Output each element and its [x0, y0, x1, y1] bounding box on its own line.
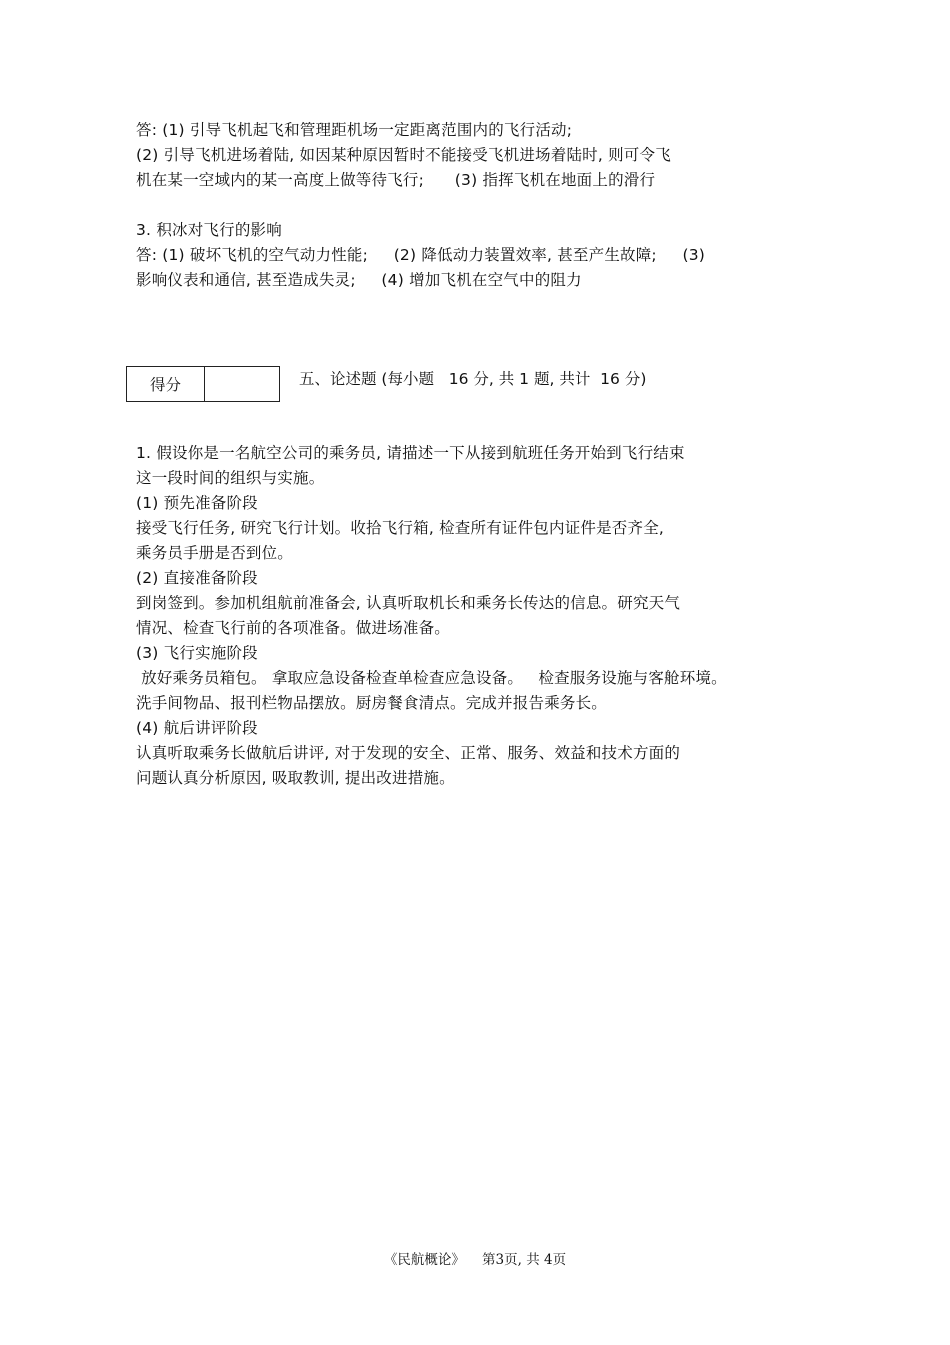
answer2-line1: 答: (1) 引导飞机起飞和管理距机场一定距离范围内的飞行活动;	[136, 121, 573, 139]
question3-answer-line2: 影响仪表和通信, 甚至造成失灵; (4) 增加飞机在空气中的阻力	[136, 271, 582, 289]
answer2-line2: (2) 引导飞机进场着陆, 如因某种原因暂时不能接受飞机进场着陆时, 则可令飞	[136, 146, 671, 164]
question3-answer-line1: 答: (1) 破坏飞机的空气动力性能; (2) 降低动力装置效率, 甚至产生故障; (3)	[136, 246, 706, 264]
score-label: 得分	[127, 367, 205, 401]
question3-title: 3. 积冰对飞行的影响	[136, 221, 282, 239]
section5-title: 五、论述题 (每小题 16 分, 共 1 题, 共计 16 分)	[299, 370, 647, 388]
score-box	[126, 366, 280, 402]
score-value	[205, 367, 279, 401]
stage2-line1: 到岗签到。参加机组航前准备会, 认真听取机长和乘务长传达的信息。研究天气	[136, 594, 681, 612]
stage3-line2: 洗手间物品、报刊栏物品摆放。厨房餐食清点。完成并报告乘务长。	[136, 694, 608, 712]
answer2-line3: 机在某一空域内的某一高度上做等待飞行; (3) 指挥飞机在地面上的滑行	[136, 171, 656, 189]
stage2-title: (2) 直接准备阶段	[136, 569, 258, 587]
stage1-line1: 接受飞行任务, 研究飞行计划。收拾飞行箱, 检查所有证件包内证件是否齐全,	[136, 519, 665, 537]
essay-question-line2: 这一段时间的组织与实施。	[136, 469, 325, 487]
page-footer: 《民航概论》 第3页, 共 4页	[383, 1252, 567, 1268]
stage2-line2: 情况、检查飞行前的各项准备。做进场准备。	[136, 619, 451, 637]
essay-question-line1: 1. 假设你是一名航空公司的乘务员, 请描述一下从接到航班任务开始到飞行结束	[136, 444, 685, 462]
stage3-title: (3) 飞行实施阶段	[136, 644, 258, 662]
stage4-title: (4) 航后讲评阶段	[136, 719, 258, 737]
stage4-line2: 问题认真分析原因, 吸取教训, 提出改进措施。	[136, 769, 455, 787]
stage1-line2: 乘务员手册是否到位。	[136, 544, 294, 562]
stage1-title: (1) 预先准备阶段	[136, 494, 258, 512]
stage4-line1: 认真听取乘务长做航后讲评, 对于发现的安全、正常、服务、效益和技术方面的	[136, 744, 681, 762]
stage3-line1: 放好乘务员箱包。 拿取应急设备检查单检查应急设备。 检查服务设施与客舱环境。	[136, 669, 727, 687]
